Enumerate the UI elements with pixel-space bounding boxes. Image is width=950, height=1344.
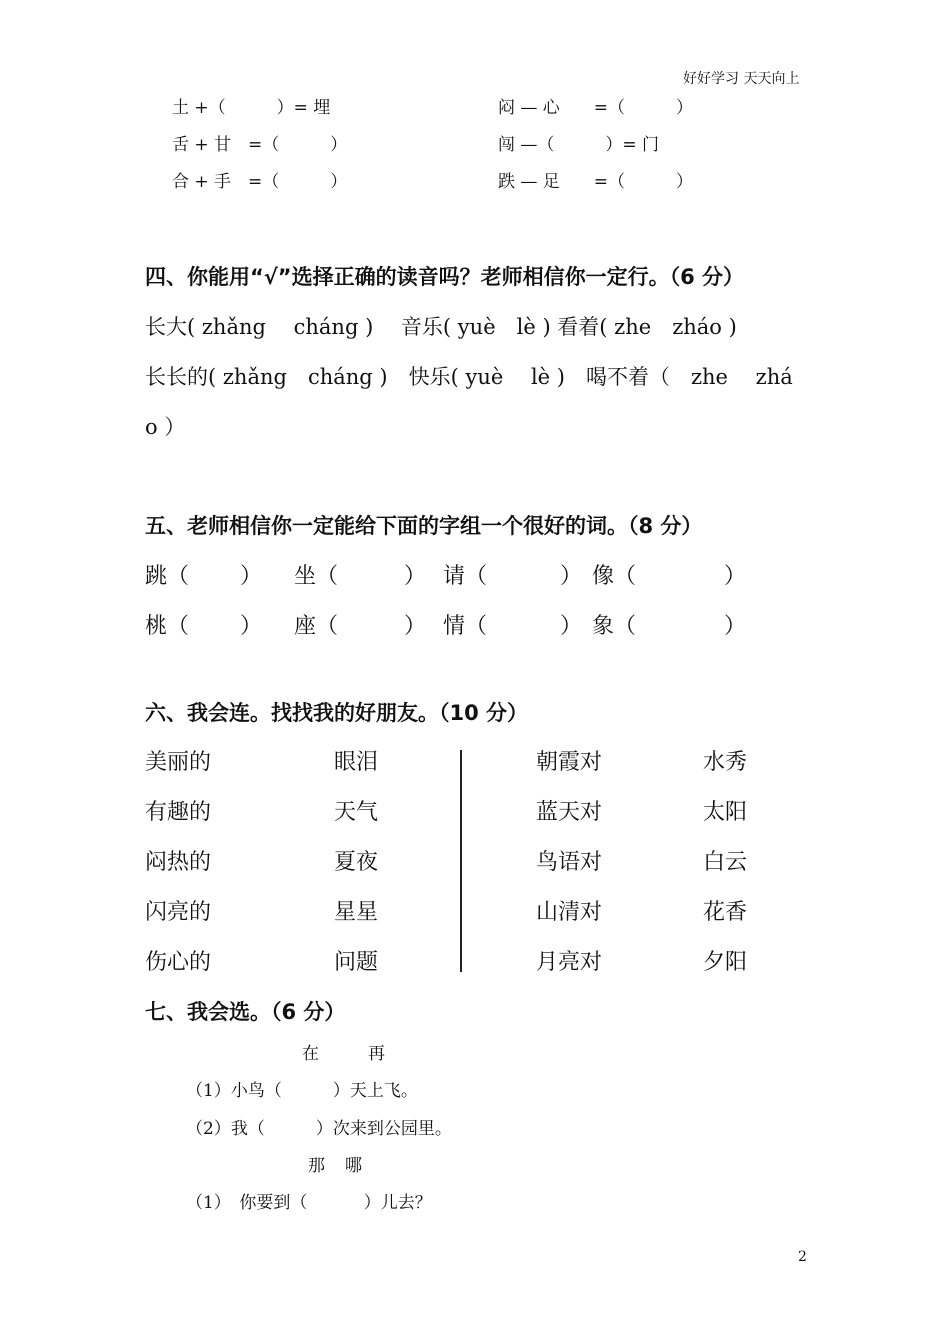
sec6-c1-2: 有趣的 (145, 800, 212, 825)
sec4-title: 四、你能用“√”选择正确的读音吗？老师相信你一定行。（6 分） (145, 265, 745, 289)
sec6-c2-2: 天气 (334, 800, 379, 825)
sec5-r2-c3: 情（ ） (443, 614, 582, 639)
sec5-r1-c1: 跳（ ） (145, 564, 262, 589)
sec3-right-3: 跌 — 足 =（ ） (498, 172, 694, 192)
sec4-line2: 长长的( zhǎng cháng ) 快乐( yuè lè ) 喝不着（ zhe zhá (145, 365, 793, 389)
sec5-r2-c1: 桃（ ） (145, 614, 262, 639)
sec6-c2-3: 夏夜 (334, 850, 379, 875)
sec6-c4-1: 水秀 (703, 750, 748, 775)
sec7-q3: （1） 你要到（ ）儿去？ (186, 1193, 432, 1213)
sec7-choice-b1: 那 (308, 1156, 325, 1176)
sec4-line1: 长大( zhǎng cháng ) 音乐( yuè lè ) 看着( zhe zháo ) (145, 315, 737, 339)
sec6-c2-5: 问题 (334, 950, 379, 975)
sec3-left-2: 舌 + 甘 =（ ） (172, 135, 348, 155)
sec6-c4-4: 花香 (703, 900, 748, 925)
page-number: 2 (798, 1249, 807, 1265)
sec6-c4-3: 白云 (703, 850, 748, 875)
sec3-right-1: 闷 — 心 =（ ） (498, 98, 694, 118)
sec5-r2-c2: 座（ ） (294, 614, 427, 639)
sec6-c3-5: 月亮对 (536, 950, 603, 975)
sec7-choice-b2: 哪 (345, 1156, 362, 1176)
header-slogan: 好好学习 天天向上 (683, 71, 800, 87)
divider-line (460, 750, 462, 972)
sec6-c3-1: 朝霞对 (536, 750, 603, 775)
sec6-c1-4: 闪亮的 (145, 900, 212, 925)
sec6-c4-5: 夕阳 (703, 950, 748, 975)
sec5-r1-c2: 坐（ ） (294, 564, 427, 589)
sec6-c1-3: 闷热的 (145, 850, 212, 875)
sec7-title: 七、我会选。（6 分） (145, 1000, 346, 1024)
sec7-choice-a2: 再 (368, 1044, 385, 1064)
sec7-q2: （2）我（ ）次来到公园里。 (186, 1119, 452, 1139)
sec5-r1-c3: 请（ ） (443, 564, 582, 589)
sec6-c3-4: 山清对 (536, 900, 603, 925)
sec6-c2-4: 星星 (334, 900, 379, 925)
sec6-c3-2: 蓝天对 (536, 800, 603, 825)
sec3-left-1: 土 +（ ）= 埋 (172, 98, 331, 118)
sec5-r1-c4: 像（ ） (592, 564, 747, 589)
sec7-q1: （1）小鸟（ ）天上飞。 (186, 1081, 418, 1101)
sec6-c1-5: 伤心的 (145, 950, 212, 975)
sec6-title: 六、我会连。找找我的好朋友。（10 分） (145, 701, 529, 725)
sec7-choice-a1: 在 (302, 1044, 319, 1064)
sec4-line3: o ） (145, 415, 186, 439)
sec6-c2-1: 眼泪 (334, 750, 379, 775)
sec3-right-2: 闯 —（ ）= 门 (498, 135, 660, 155)
sec6-c4-2: 太阳 (703, 800, 748, 825)
sec6-c1-1: 美丽的 (145, 750, 212, 775)
sec5-r2-c4: 象（ ） (592, 614, 747, 639)
sec3-left-3: 合 + 手 =（ ） (172, 172, 348, 192)
sec6-c3-3: 鸟语对 (536, 850, 603, 875)
sec5-title: 五、老师相信你一定能给下面的字组一个很好的词。（8 分） (145, 514, 703, 538)
